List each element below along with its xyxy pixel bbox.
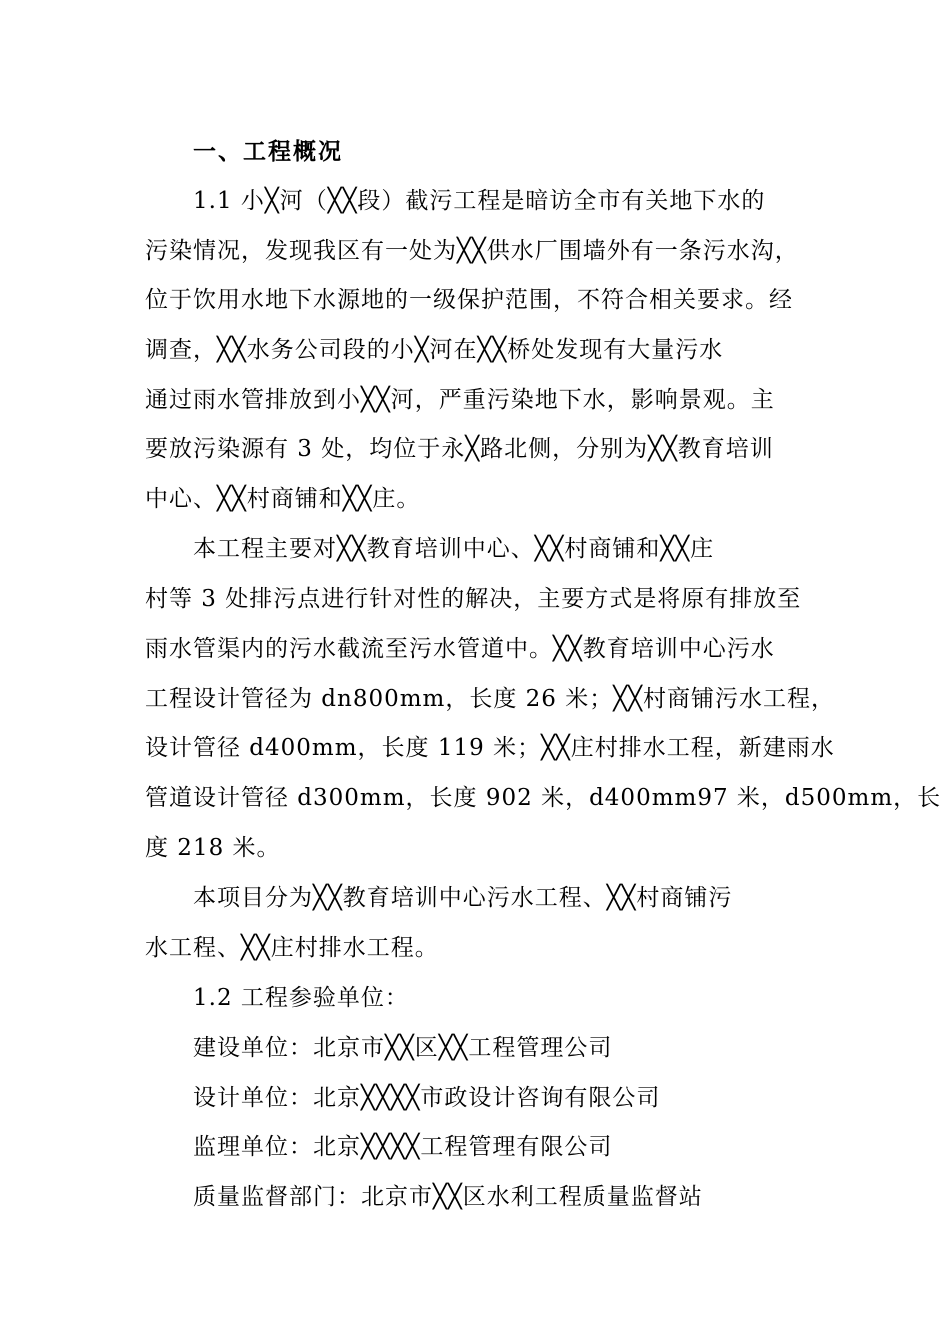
paragraph-line: 位于饮用水地下水源地的一级保护范围，不符合相关要求。经 [145, 287, 793, 313]
unit-supervision: 监理单位：北京╳╳╳╳工程管理有限公司 [193, 1134, 613, 1160]
unit-quality-supervision: 质量监督部门：北京市╳╳区水利工程质量监督站 [193, 1184, 703, 1210]
paragraph-line: 1.1 小╳河（╳╳段）截污工程是暗访全市有关地下水的 [193, 188, 766, 214]
paragraph-line: 污染情况，发现我区有一处为╳╳供水厂围墙外有一条污水沟， [145, 238, 799, 264]
unit-construction: 建设单位：北京市╳╳区╳╳工程管理公司 [193, 1035, 613, 1061]
paragraph-line: 调查，╳╳水务公司段的小╳河在╳╳桥处发现有大量污水 [145, 337, 724, 363]
paragraph-line: 本项目分为╳╳教育培训中心污水工程、╳╳村商铺污 [193, 885, 733, 911]
subsection-heading: 1.2 工程参验单位： [193, 985, 409, 1011]
section-heading: 一、工程概况 [193, 138, 343, 165]
paragraph-line: 要放污染源有 3 处，均位于永╳路北侧，分别为╳╳教育培训 [145, 436, 774, 462]
paragraph-line: 设计管径 d400mm，长度 119 米；╳╳庄村排水工程，新建雨水 [145, 735, 835, 761]
paragraph-line: 雨水管渠内的污水截流至污水管道中。╳╳教育培训中心污水 [145, 636, 775, 662]
paragraph-line: 村等 3 处排污点进行针对性的解决，主要方式是将原有排放至 [145, 586, 802, 612]
paragraph-line: 管道设计管径 d300mm，长度 902 米，d400mm97 米，d500mm，长 [145, 785, 942, 811]
paragraph-line: 通过雨水管排放到小╳╳河，严重污染地下水，影响景观。主 [145, 387, 775, 413]
unit-design: 设计单位：北京╳╳╳╳市政设计咨询有限公司 [193, 1085, 661, 1111]
paragraph-line: 水工程、╳╳庄村排水工程。 [145, 935, 439, 961]
paragraph-line: 度 218 米。 [145, 835, 281, 861]
paragraph-line: 工程设计管径为 dn800mm，长度 26 米；╳╳村商铺污水工程， [145, 686, 835, 712]
paragraph-line: 中心、╳╳村商铺和╳╳庄。 [145, 486, 421, 512]
paragraph-line: 本工程主要对╳╳教育培训中心、╳╳村商铺和╳╳庄 [193, 536, 715, 562]
